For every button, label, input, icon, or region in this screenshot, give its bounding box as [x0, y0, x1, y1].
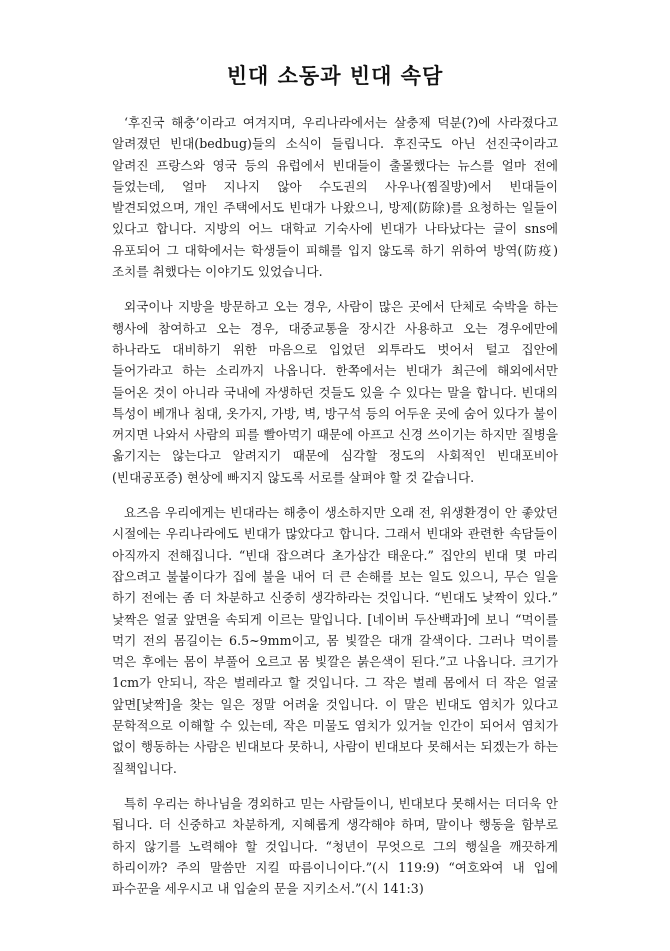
document-page	[112, 60, 558, 913]
paragraph-2: 외국이나 지방을 방문하고 오는 경우, 사람이 많은 곳에서 단체로 숙박을 하는 행사에 참여하고 오는 경우, 대중교통을 장시간 사용하고 오는 경우에만에 하나라도 대비하기 위한 마음으로 입었던 외투라도 벗어서 털고 집안에 들어가라고 하는 소리까지 나옵니다. 한쪽에서는 빈대가 최근에 해외에서만 들어온 것이 아니라 국내에 자생하던 것들도 있을 수 있다는 말을 합니다. 빈대의 특성이 베개나 침대, 옷가지, 가방, 벽, 방구석 등의 어두운 곳에 숨어 있다가 불이 꺼지면 나와서 사람의 피를 빨아먹기 때문에 아프고 신경 쓰이기는 하지만 질병을 옮기지는 않는다고 알려지기 때문에 심각할 정도의 사회적인 빈대포비아(빈대공포증) 현상에 빠지지 않도록 서로를 살펴야 할 것 같습니다.	[112, 299, 558, 485]
paragraph-4: 특히 우리는 하나님을 경외하고 믿는 사람들이니, 빈대보다 못해서는 더더욱 안 됩니다. 더 신중하고 차분하게, 지혜롭게 생각해야 하며, 말이나 행동을 함부로 하지 않기를 노력해야 할 것입니다. “청년이 무엇으로 그의 행실을 깨끗하게 하리이까? 주의 말씀만 지킬 따름이니이다.”(시 119:9) “여호와여 내 입에 파수꾼을 세우시고 내 입술의 문을 지키소서.”(시 141:3)	[112, 795, 558, 897]
paragraph-1: ‘후진국 해충’이라고 여겨지며, 우리나라에서는 살충제 덕분(?)에 사라졌다고 알려졌던 빈대(bedbug)들의 소식이 들립니다. 후진국도 아닌 선진국이라고 알려진 프랑스와 영국 등의 유럽에서 빈대들이 출몰했다는 뉴스를 얼마 전에 들었는데, 얼마 지나지 않아 수도권의 사우나(찜질방)에서 빈대들이 발견되었으며, 개인 주택에서도 빈대가 나왔으니, 방제(防除)를 요청하는 일들이 있다고 합니다. 지방의 어느 대학교 기숙사에 빈대가 나타났다는 글이 sns에 유포되어 그 대학에서는 학생들이 피해를 입지 않도록 하기 위하여 방역(防疫) 조치를 취했다는 이야기도 있었습니다.	[112, 115, 558, 280]
paragraph-3: 요즈음 우리에게는 빈대라는 해충이 생소하지만 오래 전, 위생환경이 안 좋았던 시절에는 우리나라에도 빈대가 많았다고 합니다. 그래서 빈대와 관련한 속담들이 아직까지 전해집니다. “빈대 잡으려다 초가삼간 태운다.” 집안의 빈대 몇 마리 잡으려고 불붙이다가 집에 불을 내어 더 큰 손해를 보는 일도 있으니, 무슨 일을 하기 전에는 좀 더 차분하고 신중히 생각하라는 것입니다. “빈대도 낯짝이 있다.” 낯짝은 얼굴 앞면을 속되게 이르는 말입니다. [네이버 두산백과]에 보니 “먹이를 먹기 전의 몸길이는 6.5~9mm이고, 몸 빛깔은 대개 갈색이다. 그러나 먹이를 먹은 후에는 몸이 부풀어 오르고 몸 빛깔은 붉은색이 된다.”고 나옵니다. 크기가 1cm가 안되니, 작은 벌레라고 할 것입니다. 그 작은 벌레 몸에서 더 작은 얼굴 앞면[낯짝]을 찾는 일은 정말 어려울 것입니다. 이 말은 빈대도 염치가 있다고 문학적으로 이해할 수 있는데, 작은 미물도 염치가 있거늘 인간이 되어서 염치가 없이 행동하는 사람은 빈대보다 못하니, 사람이 빈대보다 못해서는 되겠는가 하는 질책입니다.	[112, 505, 558, 776]
document-title: 빈대 소동과 빈대 속담	[226, 64, 444, 88]
